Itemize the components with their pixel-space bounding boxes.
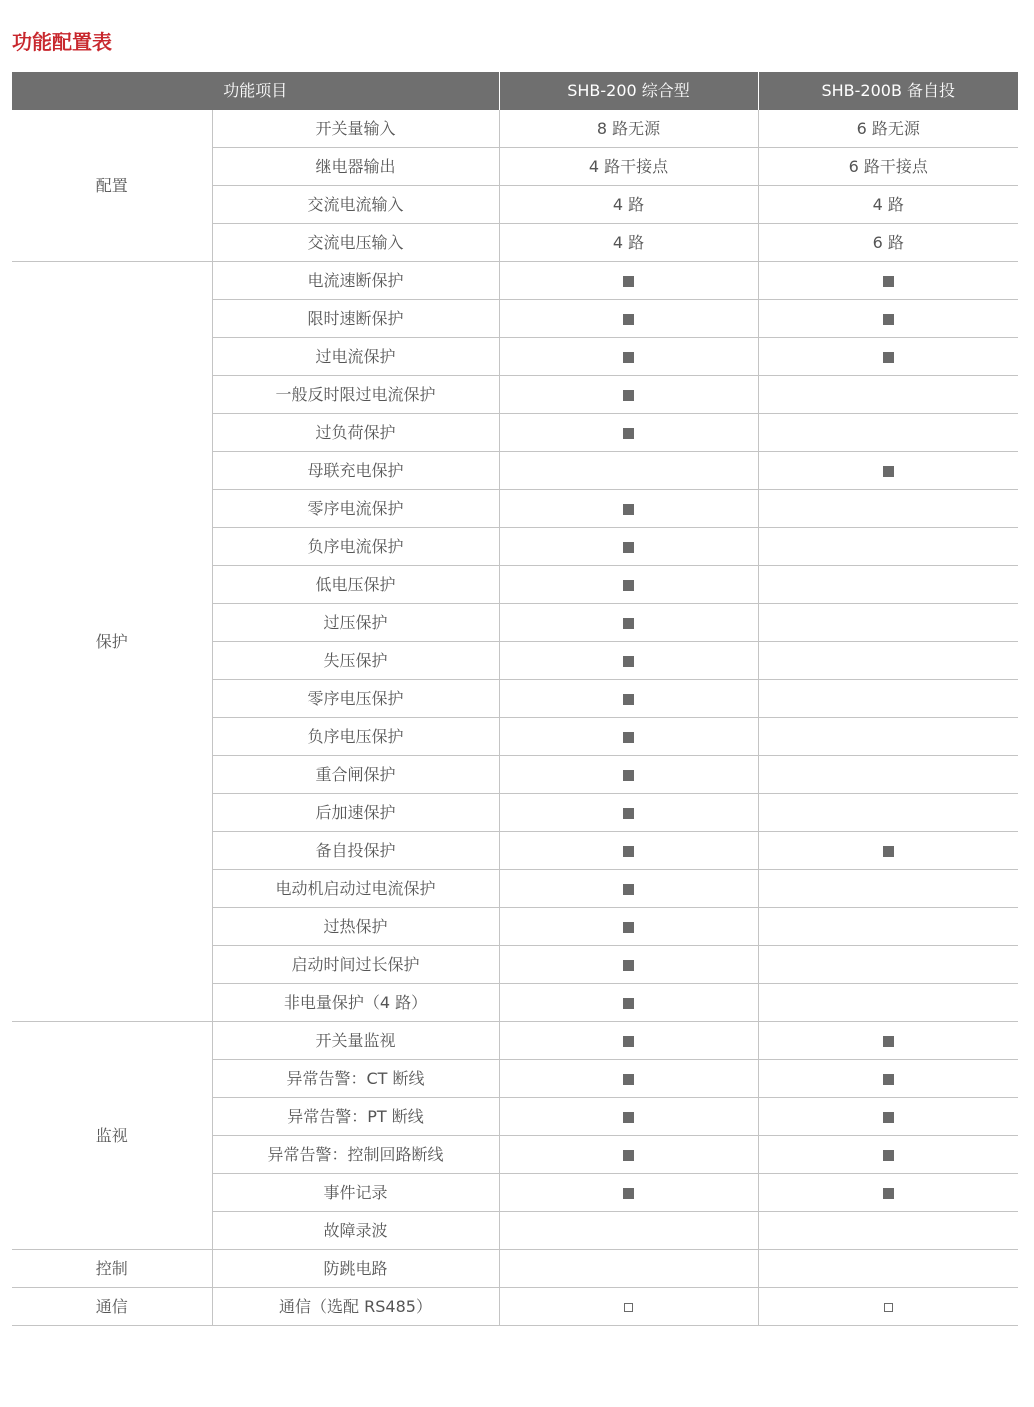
model-b-cell: [758, 528, 1018, 566]
function-item-cell: 零序电流保护: [212, 490, 499, 528]
model-a-cell: [499, 376, 758, 414]
model-b-cell: [758, 1212, 1018, 1250]
model-b-cell: [758, 452, 1018, 490]
model-a-cell: 4 路: [499, 186, 758, 224]
filled-square-icon: [623, 732, 634, 743]
filled-square-icon: [883, 314, 894, 325]
filled-square-icon: [883, 1188, 894, 1199]
table-row: [12, 262, 1018, 300]
function-config-table: [12, 72, 1018, 1326]
model-b-cell: [758, 338, 1018, 376]
filled-square-icon: [623, 884, 634, 895]
function-item-cell: 继电器输出: [212, 148, 499, 186]
function-item-cell: 母联充电保护: [212, 452, 499, 490]
filled-square-icon: [623, 846, 634, 857]
model-b-cell: [758, 1022, 1018, 1060]
model-a-cell: [499, 452, 758, 490]
function-item-cell: 过热保护: [212, 908, 499, 946]
model-b-cell: [758, 908, 1018, 946]
model-b-cell: [758, 756, 1018, 794]
model-a-cell: [499, 908, 758, 946]
function-item-cell: 事件记录: [212, 1174, 499, 1212]
model-a-cell: [499, 1098, 758, 1136]
filled-square-icon: [883, 1112, 894, 1123]
function-item-cell: 过压保护: [212, 604, 499, 642]
filled-square-icon: [623, 1036, 634, 1047]
filled-square-icon: [623, 960, 634, 971]
model-a-cell: [499, 680, 758, 718]
filled-square-icon: [623, 580, 634, 591]
function-item-cell: 开关量监视: [212, 1022, 499, 1060]
model-a-cell: [499, 756, 758, 794]
model-a-cell: 8 路无源: [499, 110, 758, 148]
model-b-cell: [758, 870, 1018, 908]
filled-square-icon: [623, 808, 634, 819]
model-a-cell: [499, 338, 758, 376]
category-cell: 保护: [12, 262, 212, 1022]
model-a-cell: [499, 642, 758, 680]
model-b-cell: [758, 300, 1018, 338]
model-a-cell: [499, 794, 758, 832]
filled-square-icon: [883, 1074, 894, 1085]
model-b-cell: [758, 414, 1018, 452]
filled-square-icon: [623, 618, 634, 629]
model-b-cell: 6 路: [758, 224, 1018, 262]
filled-square-icon: [883, 1036, 894, 1047]
function-item-cell: 开关量输入: [212, 110, 499, 148]
model-a-cell: [499, 946, 758, 984]
function-item-cell: 限时速断保护: [212, 300, 499, 338]
function-item-cell: 非电量保护（4 路）: [212, 984, 499, 1022]
filled-square-icon: [623, 314, 634, 325]
model-b-cell: [758, 946, 1018, 984]
model-b-cell: [758, 376, 1018, 414]
category-cell: 通信: [12, 1288, 212, 1326]
function-item-cell: 失压保护: [212, 642, 499, 680]
category-cell: 控制: [12, 1250, 212, 1288]
model-a-cell: [499, 300, 758, 338]
function-item-cell: 过负荷保护: [212, 414, 499, 452]
model-a-cell: [499, 1136, 758, 1174]
model-b-cell: [758, 490, 1018, 528]
filled-square-icon: [623, 352, 634, 363]
function-item-cell: 备自投保护: [212, 832, 499, 870]
function-item-cell: 过电流保护: [212, 338, 499, 376]
model-a-cell: [499, 566, 758, 604]
function-item-cell: 负序电压保护: [212, 718, 499, 756]
function-item-cell: 交流电压输入: [212, 224, 499, 262]
function-item-cell: 电流速断保护: [212, 262, 499, 300]
function-item-cell: 交流电流输入: [212, 186, 499, 224]
model-b-cell: [758, 262, 1018, 300]
optional-square-icon: [624, 1303, 633, 1312]
filled-square-icon: [623, 656, 634, 667]
category-cell: 配置: [12, 110, 212, 262]
table-body: [12, 110, 1018, 1326]
function-item-cell: 零序电压保护: [212, 680, 499, 718]
function-item-cell: 后加速保护: [212, 794, 499, 832]
model-a-cell: [499, 984, 758, 1022]
filled-square-icon: [883, 276, 894, 287]
model-a-cell: [499, 414, 758, 452]
model-a-cell: 4 路: [499, 224, 758, 262]
model-a-cell: 4 路干接点: [499, 148, 758, 186]
model-b-cell: 6 路无源: [758, 110, 1018, 148]
model-b-cell: [758, 794, 1018, 832]
model-a-cell: [499, 1250, 758, 1288]
header-model-b: SHB-200B 备自投: [758, 72, 1018, 110]
filled-square-icon: [623, 922, 634, 933]
function-item-cell: 故障录波: [212, 1212, 499, 1250]
function-item-cell: 低电压保护: [212, 566, 499, 604]
header-function-item: 功能项目: [12, 72, 499, 110]
table-row: [12, 110, 1018, 148]
model-a-cell: [499, 528, 758, 566]
model-a-cell: [499, 262, 758, 300]
model-b-cell: [758, 984, 1018, 1022]
filled-square-icon: [623, 1188, 634, 1199]
filled-square-icon: [623, 542, 634, 553]
function-item-cell: 一般反时限过电流保护: [212, 376, 499, 414]
filled-square-icon: [623, 770, 634, 781]
model-a-cell: [499, 1288, 758, 1326]
optional-square-icon: [884, 1303, 893, 1312]
model-b-cell: [758, 604, 1018, 642]
filled-square-icon: [883, 352, 894, 363]
model-a-cell: [499, 490, 758, 528]
function-item-cell: 异常告警：CT 断线: [212, 1060, 499, 1098]
filled-square-icon: [623, 1112, 634, 1123]
model-b-cell: [758, 1250, 1018, 1288]
model-b-cell: 4 路: [758, 186, 1018, 224]
filled-square-icon: [623, 276, 634, 287]
filled-square-icon: [623, 390, 634, 401]
function-item-cell: 负序电流保护: [212, 528, 499, 566]
filled-square-icon: [623, 998, 634, 1009]
page-title: 功能配置表: [12, 30, 112, 54]
model-b-cell: [758, 1060, 1018, 1098]
function-item-cell: 启动时间过长保护: [212, 946, 499, 984]
table-row: [12, 1288, 1018, 1326]
model-b-cell: [758, 1098, 1018, 1136]
filled-square-icon: [623, 504, 634, 515]
filled-square-icon: [623, 694, 634, 705]
filled-square-icon: [883, 846, 894, 857]
table-row: [12, 1250, 1018, 1288]
model-a-cell: [499, 1060, 758, 1098]
filled-square-icon: [883, 1150, 894, 1161]
category-cell: 监视: [12, 1022, 212, 1250]
model-a-cell: [499, 718, 758, 756]
model-b-cell: 6 路干接点: [758, 148, 1018, 186]
model-a-cell: [499, 1212, 758, 1250]
model-b-cell: [758, 1174, 1018, 1212]
filled-square-icon: [623, 1150, 634, 1161]
function-item-cell: 防跳电路: [212, 1250, 499, 1288]
table-row: [12, 1022, 1018, 1060]
model-b-cell: [758, 1136, 1018, 1174]
model-a-cell: [499, 1174, 758, 1212]
model-a-cell: [499, 604, 758, 642]
model-b-cell: [758, 566, 1018, 604]
model-b-cell: [758, 680, 1018, 718]
header-model-a: SHB-200 综合型: [499, 72, 758, 110]
function-item-cell: 异常告警：控制回路断线: [212, 1136, 499, 1174]
model-a-cell: [499, 870, 758, 908]
model-b-cell: [758, 832, 1018, 870]
filled-square-icon: [623, 1074, 634, 1085]
function-item-cell: 异常告警：PT 断线: [212, 1098, 499, 1136]
function-item-cell: 通信（选配 RS485）: [212, 1288, 499, 1326]
model-b-cell: [758, 642, 1018, 680]
filled-square-icon: [883, 466, 894, 477]
function-item-cell: 重合闸保护: [212, 756, 499, 794]
function-item-cell: 电动机启动过电流保护: [212, 870, 499, 908]
filled-square-icon: [623, 428, 634, 439]
model-b-cell: [758, 1288, 1018, 1326]
model-a-cell: [499, 832, 758, 870]
model-a-cell: [499, 1022, 758, 1060]
model-b-cell: [758, 718, 1018, 756]
table-header-row: [12, 72, 1018, 110]
